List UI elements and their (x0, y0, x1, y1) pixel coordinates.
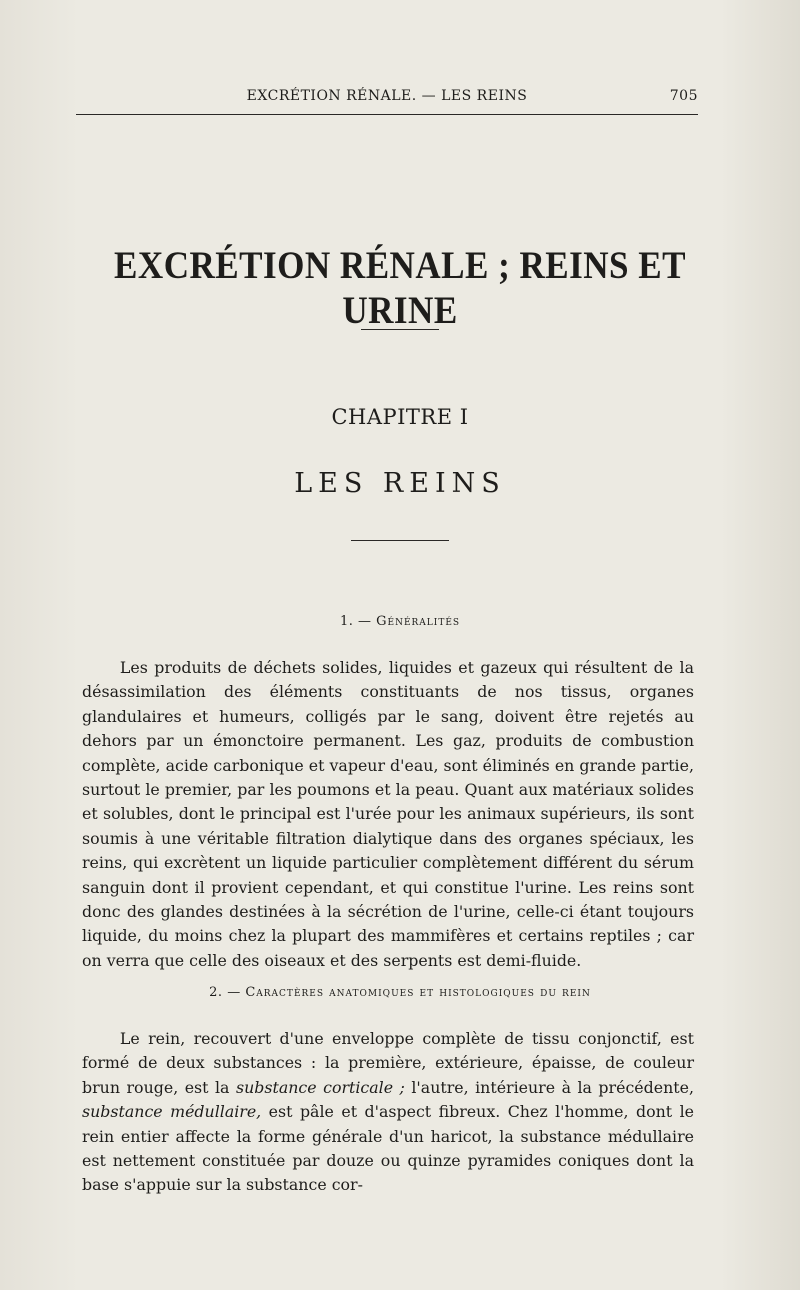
section-heading-2 (0, 985, 800, 1000)
paragraph-generalites: Les produits de déchets solides, liquides et gazeux qui résultent de la désassimilation des éléments constituants de nos tissus, organes glandulaires et humeurs, colligés par le sang, doivent être rejetés au dehors par un émonctoire permanent. Les gaz, produits de combustion complète, acide carbonique et vapeur d'eau, sont éliminés en grande partie, surtout le premier, par les poumons et la peau. Quant aux matériaux solides et solubles, dont le principal est l'urée pour les animaux supérieurs, ils sont soumis à une véritable filtration dialytique dans des organes spéciaux, les reins, qui excrètent un liquide particulier complètement différent du sérum sanguin dont il provient cependant, et qui constitue l'urine. Les reins sont donc des glandes destinées à la sécrétion de l'urine, celle-ci étant toujours liquide, du moins chez la plupart des mammifères et certains reptiles ; car on verra que celle des oiseaux et des serpents est demi-fluide. (82, 658, 694, 970)
section-number-2: 2. — (209, 985, 246, 1000)
header-rule (76, 114, 698, 115)
running-title: EXCRÉTION RÉNALE. — LES REINS (246, 88, 528, 104)
paragraph-caracteres (82, 1027, 694, 1198)
title-divider (361, 329, 439, 330)
term-substance-medullaire: substance médullaire, (82, 1102, 262, 1122)
chapter-divider (351, 540, 449, 541)
section-number-1: 1. — (339, 614, 377, 629)
chapter-title: LES REINS (294, 468, 506, 499)
main-title: EXCRÉTION RÉNALE ; REINS ET URINE (114, 244, 686, 332)
paragraph-text-part-1: Le rein, recouvert d'une enveloppe complète de tissu conjonctif, est formé de deux substances : la première, extérieure, épaisse, de couleur brun rouge, est la (82, 1029, 694, 1097)
chapter-label: CHAPITRE I (331, 405, 469, 429)
paragraph-text-part-2: l'autre, intérieure à la précédente, (404, 1077, 694, 1097)
paragraph-text-part-3: est pâle et d'aspect fibreux. Chez l'homme, dont le rein entier affecte la forme générale d'un haricot, la substance médullaire est nettement constituée par douze ou quinze pyramides coniques dont la base s'appuie sur la substance cor- (82, 1102, 694, 1195)
running-head (76, 88, 698, 110)
term-substance-corticale: substance corticale ; (235, 1077, 405, 1097)
page-number: 705 (669, 88, 698, 104)
section-heading-1 (0, 614, 800, 629)
section-title-2: Caractères anatomiques et histologiques du rein (245, 985, 591, 1000)
section-title-1: Généralités (376, 614, 461, 629)
